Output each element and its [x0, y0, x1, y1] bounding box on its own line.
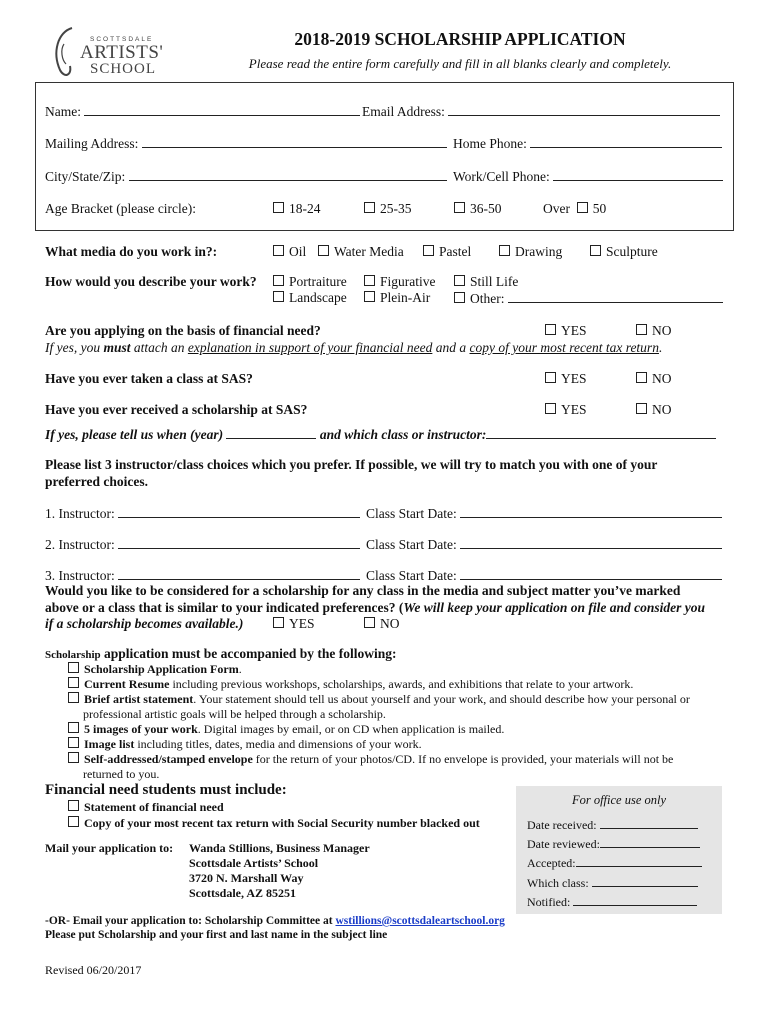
req-item-1: Scholarship Application Form.: [68, 662, 242, 677]
financial-note: If yes, you must attach an explanation in support of your financial need and a copy of your most recent tax return.: [45, 340, 663, 355]
accompanied-heading: Scholarship application must be accompanied by the following:: [45, 646, 397, 661]
when-row: [45, 426, 716, 443]
when-class-label: and which class or instructor:: [319, 427, 487, 442]
checkbox[interactable]: [577, 202, 588, 213]
age-option-3[interactable]: 36-50: [454, 201, 502, 217]
logo-line1: SCOTTSDALE: [90, 36, 154, 43]
city-field[interactable]: [129, 168, 447, 181]
home-phone-field[interactable]: [530, 135, 722, 148]
name-field[interactable]: [84, 103, 360, 116]
media-pastel[interactable]: Pastel: [423, 244, 471, 260]
age-option-4[interactable]: Over 50: [543, 201, 607, 216]
name-row: [45, 103, 360, 120]
financial-students-heading: Financial need students must include:: [45, 782, 287, 798]
email-label: Email Address:: [362, 104, 445, 119]
req-item-2: Current Resume including previous workshops, scholarships, awards, and exhibitions that relate to your artwork.: [68, 677, 633, 692]
taken-question: Have you ever taken a class at SAS?: [45, 371, 253, 386]
mail-line-1: Wanda Stillions, Business Manager: [189, 841, 370, 855]
req-item-6: Self-addressed/stamped envelope for the return of your photos/CD. If no envelope is provided, your materials will not be: [68, 752, 673, 767]
instructor-field-3[interactable]: [118, 567, 360, 580]
page-title: 2018-2019 SCHOLARSHIP APPLICATION: [294, 29, 626, 49]
checkbox[interactable]: [454, 202, 465, 213]
media-water[interactable]: Water Media: [318, 244, 404, 260]
financial-yes[interactable]: YES: [545, 323, 587, 339]
req-item-3: Brief artist statement. Your statement should tell us about yourself and your work, and should describe how your personal or: [68, 692, 690, 707]
office-accepted: Accepted:: [527, 854, 702, 871]
mail-line-2: Scottsdale Artists’ School: [189, 856, 319, 870]
consider-line3: if a scholarship becomes available.): [45, 616, 244, 631]
instructor-field-2[interactable]: [118, 536, 360, 549]
mail-label: Mail your application to:: [45, 841, 174, 855]
describe-figurative[interactable]: Figurative: [364, 274, 436, 290]
name-label: Name:: [45, 104, 81, 119]
consider-line1: Would you like to be considered for a scholarship for any class in the media and subject matter you’ve marked: [45, 583, 681, 598]
age-over-label: Over: [543, 201, 570, 216]
work-phone-row: [453, 168, 723, 185]
start-date-row-1: Class Start Date:: [366, 505, 722, 522]
instructor-field-1[interactable]: [118, 505, 360, 518]
consider-no[interactable]: NO: [364, 616, 400, 632]
media-sculpture[interactable]: Sculpture: [590, 244, 658, 260]
email-link[interactable]: wstillions@scottsdaleartschool.org: [335, 915, 505, 927]
received-no[interactable]: NO: [636, 402, 672, 418]
office-date-received: Date received:: [527, 816, 698, 833]
city-label: City/State/Zip:: [45, 169, 126, 184]
home-phone-row: [453, 135, 722, 152]
other-field[interactable]: [508, 290, 723, 303]
age-option-2[interactable]: 25-35: [364, 201, 412, 217]
fin-item-2: Copy of your most recent tax return with Social Security number blacked out: [68, 816, 480, 831]
req-item-3-cont: professional artistic goals will be helped through a scholarship.: [83, 707, 386, 721]
year-field[interactable]: [226, 426, 316, 439]
instructor-row-2: 2. Instructor:: [45, 536, 360, 553]
checkbox[interactable]: [273, 202, 284, 213]
logo-line3: SCHOOL: [90, 61, 157, 77]
work-phone-label: Work/Cell Phone:: [453, 169, 550, 184]
taken-yes[interactable]: YES: [545, 371, 587, 387]
describe-question: How would you describe your work?: [45, 274, 257, 289]
req-item-6-cont: returned to you.: [83, 767, 160, 781]
media-oil[interactable]: Oil: [273, 244, 306, 260]
describe-other[interactable]: Other:: [454, 290, 723, 307]
mail-line-4: Scottsdale, AZ 85251: [189, 886, 297, 900]
describe-landscape[interactable]: Landscape: [273, 290, 347, 306]
media-drawing[interactable]: Drawing: [499, 244, 562, 260]
instructor-row-3: 3. Instructor:: [45, 567, 360, 584]
mailing-label: Mailing Address:: [45, 136, 139, 151]
media-question: What media do you work in?:: [45, 244, 218, 259]
req-item-5: Image list including titles, dates, media and dimensions of your work.: [68, 737, 422, 752]
office-title: For office use only: [571, 793, 667, 807]
req-item-4: 5 images of your work. Digital images by email, or on CD when application is mailed.: [68, 722, 504, 737]
checkbox[interactable]: [364, 202, 375, 213]
taken-no[interactable]: NO: [636, 371, 672, 387]
page-subtitle: Please read the entire form carefully and fill in all blanks clearly and completely.: [248, 56, 672, 71]
consider-line2: above or a class that is similar to your indicated preferences? (We will keep your application on file and consider you: [45, 600, 705, 615]
start-date-field-2[interactable]: [460, 536, 722, 549]
describe-still-life[interactable]: Still Life: [454, 274, 518, 290]
office-notified: Notified:: [527, 893, 697, 910]
start-date-field-1[interactable]: [460, 505, 722, 518]
financial-question: Are you applying on the basis of financial need?: [45, 323, 321, 338]
logo-line2: ARTISTS': [80, 42, 164, 63]
office-which-class: Which class:: [527, 874, 698, 891]
mailing-row: [45, 135, 447, 152]
received-question: Have you ever received a scholarship at SAS?: [45, 402, 308, 417]
email-instructions: -OR- Email your application to: Scholarship Committee at wstillions@scottsdaleartschool.org: [45, 915, 505, 927]
age-label: Age Bracket (please circle):: [45, 201, 197, 216]
office-use-box: [516, 786, 722, 914]
start-date-row-3: Class Start Date:: [366, 567, 722, 584]
city-row: [45, 168, 447, 185]
subject-line-note: Please put Scholarship and your first and last name in the subject line: [45, 929, 388, 941]
email-row: [362, 103, 720, 120]
describe-plein-air[interactable]: Plein-Air: [364, 290, 430, 306]
describe-portraiture[interactable]: Portraiture: [273, 274, 347, 290]
start-date-field-3[interactable]: [460, 567, 722, 580]
received-yes[interactable]: YES: [545, 402, 587, 418]
mail-line-3: 3720 N. Marshall Way: [189, 871, 304, 885]
financial-no[interactable]: NO: [636, 323, 672, 339]
class-instructor-field[interactable]: [486, 426, 716, 439]
start-date-row-2: Class Start Date:: [366, 536, 722, 553]
when-year-label: If yes, please tell us when (year): [45, 427, 224, 442]
mailing-field[interactable]: [142, 135, 447, 148]
email-field[interactable]: [448, 103, 720, 116]
home-phone-label: Home Phone:: [453, 136, 527, 151]
consider-yes[interactable]: YES: [273, 616, 315, 632]
choices-intro-2: preferred choices.: [45, 474, 148, 489]
fin-item-1: Statement of financial need: [68, 800, 224, 815]
instructor-row-1: 1. Instructor:: [45, 505, 360, 522]
age-option-1[interactable]: 18-24: [273, 201, 321, 217]
work-phone-field[interactable]: [553, 168, 723, 181]
revised-date: Revised 06/20/2017: [45, 963, 142, 977]
office-date-reviewed: Date reviewed:: [527, 835, 700, 852]
choices-intro-1: Please list 3 instructor/class choices which you prefer. If possible, we will try to match you with one of your: [45, 457, 658, 472]
